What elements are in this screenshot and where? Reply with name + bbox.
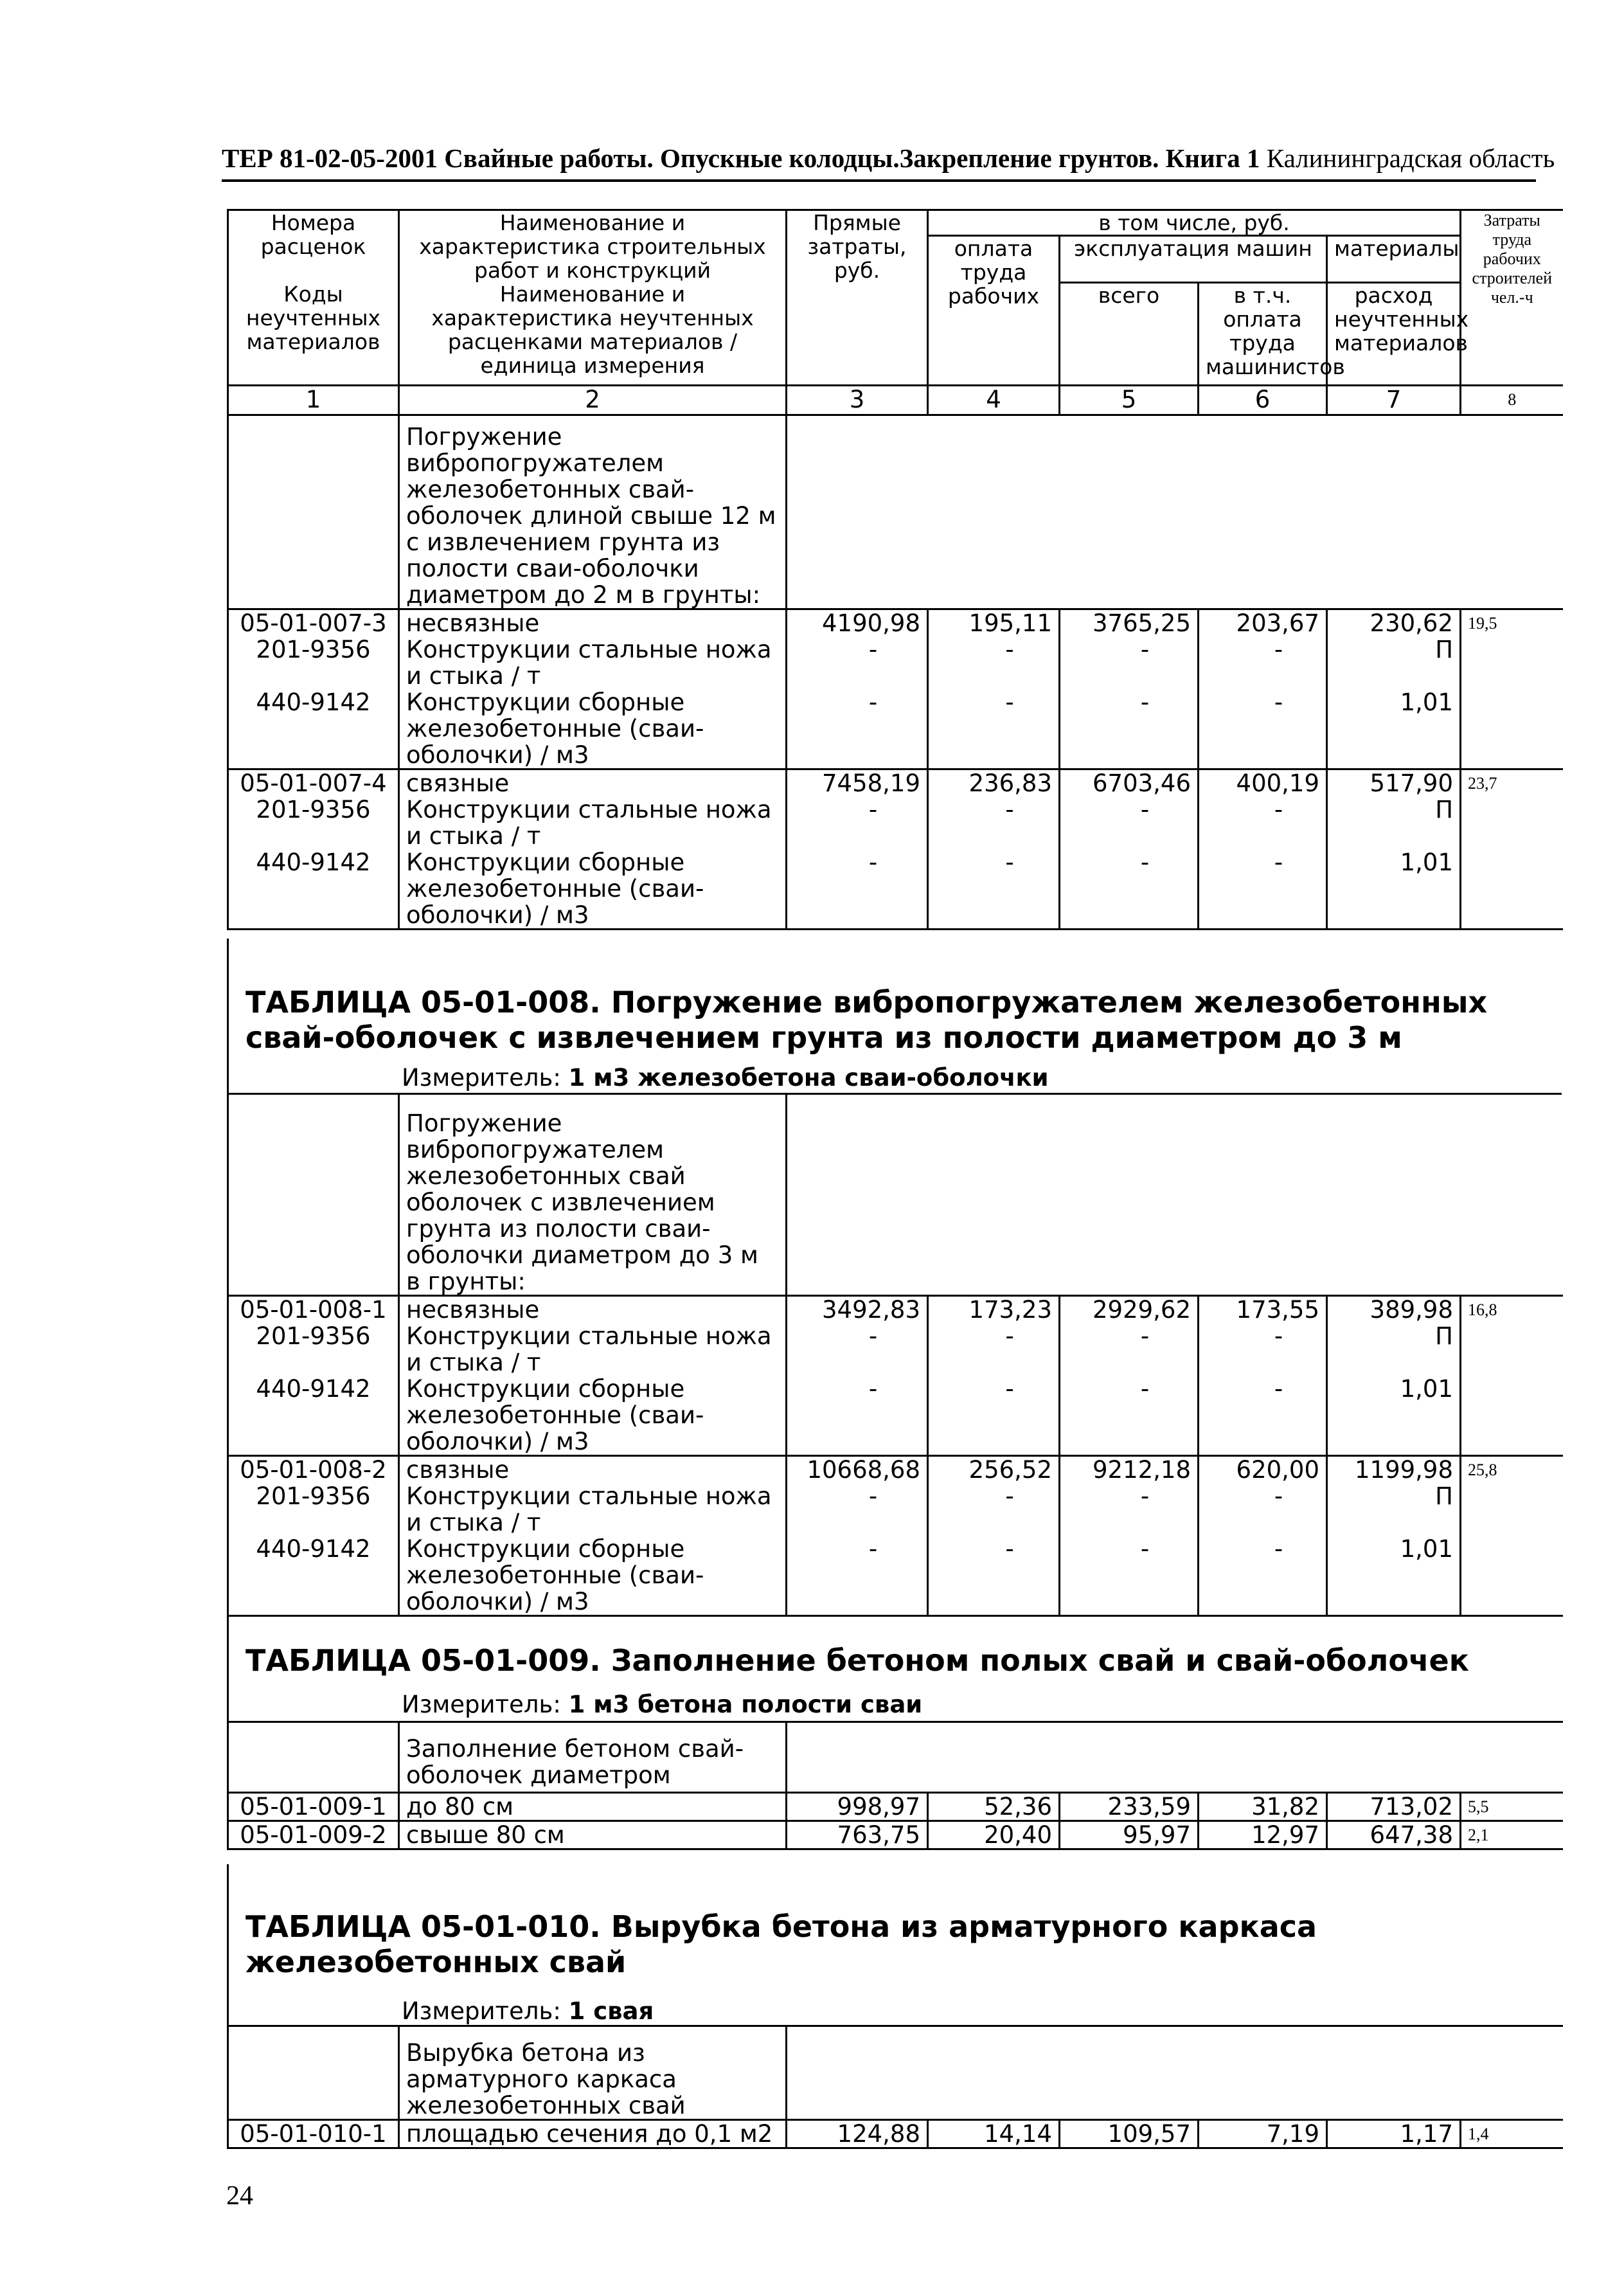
material-row	[228, 1536, 1563, 1616]
rates-table-010	[227, 2025, 1563, 2149]
machinists-pay: -	[1199, 1323, 1327, 1376]
labor-pay: -	[928, 849, 1060, 930]
meter-value: 1 м3 железобетона сваи-оболочки	[568, 1064, 1049, 1092]
rate-code: 05-01-007-3	[228, 609, 399, 636]
direct-costs: -	[787, 849, 928, 930]
labor-hours	[1461, 1376, 1563, 1456]
col2-header-top: Наименование и характеристика строительных работ и конструкций	[399, 210, 787, 283]
rate-code: 201-9356	[228, 1323, 399, 1376]
labor-hours: 2,1	[1461, 1821, 1563, 1849]
rate-code: 440-9142	[228, 689, 399, 769]
table-title-008: ТАБЛИЦА 05-01-008. Погружение вибропогружателем железобетонных свай-оболочек с извлечением грунта из полости диаметром до 3 м	[245, 985, 1488, 1055]
machinists-pay: -	[1199, 1536, 1327, 1616]
machines-header: эксплуатация машин	[1060, 236, 1327, 283]
col4-header: оплата труда рабочих	[928, 236, 1060, 386]
materials-cost: П	[1327, 1323, 1461, 1376]
direct-costs: -	[787, 636, 928, 689]
labor-hours: 25,8	[1461, 1456, 1563, 1484]
labor-pay: 256,52	[928, 1456, 1060, 1484]
section-intro: Погружение вибропогружателем железобетонных свай-оболочек длиной свыше 12 м с извлечением грунта из полости сваи-оболочки диаметром до 2 м в грунты:	[399, 415, 787, 609]
machinists-pay: 400,19	[1199, 769, 1327, 796]
machinists-pay: 7,19	[1199, 2120, 1327, 2148]
column-number: 8	[1461, 385, 1563, 415]
labor-pay: -	[928, 1376, 1060, 1456]
col2-header-bottom: Наименование и характеристика неучтенных расценками материалов / единица измерения	[399, 282, 787, 385]
rate-code: 05-01-008-1	[228, 1296, 399, 1324]
machines-total: -	[1060, 1323, 1199, 1376]
machinists-pay: -	[1199, 689, 1327, 769]
table-title-009: ТАБЛИЦА 05-01-009. Заполнение бетоном полых свай и свай-оболочек	[245, 1643, 1469, 1678]
material-row	[228, 636, 1563, 689]
rate-row	[228, 609, 1563, 636]
meter-label: Измеритель:	[402, 1997, 561, 2025]
rate-row	[228, 769, 1563, 796]
column-number: 4	[928, 385, 1060, 415]
meter-label: Измеритель:	[402, 1691, 561, 1718]
header-bold-text: ТЕР 81-02-05-2001 Свайные работы. Опускные колодцы.Закрепление грунтов. Книга 1	[222, 143, 1260, 173]
header-rule	[222, 179, 1536, 182]
running-header	[222, 143, 1555, 174]
machines-total: -	[1060, 796, 1199, 849]
rate-code: 05-01-010-1	[228, 2120, 399, 2148]
labor-hours	[1461, 1483, 1563, 1536]
labor-pay: -	[928, 1323, 1060, 1376]
direct-costs: -	[787, 1376, 928, 1456]
machines-total: -	[1060, 636, 1199, 689]
machinists-pay: -	[1199, 796, 1327, 849]
labor-pay: 173,23	[928, 1296, 1060, 1324]
machinists-pay: 203,67	[1199, 609, 1327, 636]
meter-008	[402, 1064, 1049, 1092]
labor-hours: 19,5	[1461, 609, 1563, 636]
incl-header: в том числе, руб.	[928, 210, 1461, 236]
machinists-pay: -	[1199, 849, 1327, 930]
labor-pay: 14,14	[928, 2120, 1060, 2148]
labor-pay: -	[928, 689, 1060, 769]
labor-pay: 195,11	[928, 609, 1060, 636]
work-name: свыше 80 см	[399, 1821, 787, 1849]
table-title-010: ТАБЛИЦА 05-01-010. Вырубка бетона из арматурного каркаса железобетонных свай	[245, 1909, 1317, 1979]
material-row	[228, 689, 1563, 769]
materials-cost: П	[1327, 636, 1461, 689]
machines-total: 2929,62	[1060, 1296, 1199, 1324]
direct-costs: 3492,83	[787, 1296, 928, 1324]
material-row	[228, 1376, 1563, 1456]
direct-costs: -	[787, 1483, 928, 1536]
section-intro-row	[228, 1094, 1563, 1296]
section-intro: Заполнение бетоном свай-оболочек диаметром	[399, 1722, 787, 1793]
rate-row	[228, 1296, 1563, 1324]
machinists-pay: 31,82	[1199, 1793, 1327, 1821]
machinists-pay: 173,55	[1199, 1296, 1327, 1324]
col1-header-bottom: Коды неучтенных материалов	[228, 282, 399, 385]
materials-cost: П	[1327, 796, 1461, 849]
machinists-pay: 12,97	[1199, 1821, 1327, 1849]
labor-hours	[1461, 849, 1563, 930]
work-name: связные	[399, 1456, 787, 1484]
materials-cost: 517,90	[1327, 769, 1461, 796]
labor-hours	[1461, 1323, 1563, 1376]
meter-value: 1 свая	[568, 1997, 654, 2025]
labor-hours: 16,8	[1461, 1296, 1563, 1324]
rate-row	[228, 1456, 1563, 1484]
machines-total: 233,59	[1060, 1793, 1199, 1821]
labor-hours: 1,4	[1461, 2120, 1563, 2148]
machines-total: -	[1060, 689, 1199, 769]
labor-hours	[1461, 1536, 1563, 1616]
rate-code: 440-9142	[228, 1376, 399, 1456]
rate-code: 440-9142	[228, 1536, 399, 1616]
direct-costs: -	[787, 1323, 928, 1376]
labor-hours: 23,7	[1461, 769, 1563, 796]
work-name: несвязные	[399, 1296, 787, 1324]
labor-hours	[1461, 636, 1563, 689]
work-name: Конструкции сборные железобетонные (сваи-оболочки) / м3	[399, 849, 787, 930]
work-name: Конструкции стальные ножа и стыка / т	[399, 636, 787, 689]
materials-cost: 1,17	[1327, 2120, 1461, 2148]
material-row	[228, 1483, 1563, 1536]
rate-code: 05-01-007-4	[228, 769, 399, 796]
labor-pay: -	[928, 636, 1060, 689]
column-number: 3	[787, 385, 928, 415]
materials-header: материалы	[1327, 236, 1461, 283]
labor-pay: -	[928, 796, 1060, 849]
work-name: Конструкции стальные ножа и стыка / т	[399, 1483, 787, 1536]
section-intro-row	[228, 2026, 1563, 2120]
material-row	[228, 849, 1563, 930]
section-intro: Вырубка бетона из арматурного каркаса железобетонных свай	[399, 2026, 787, 2120]
labor-pay: -	[928, 1483, 1060, 1536]
rate-row	[228, 1793, 1563, 1821]
labor-pay: 20,40	[928, 1821, 1060, 1849]
rate-code: 05-01-009-2	[228, 1821, 399, 1849]
materials-cost: 1,01	[1327, 1376, 1461, 1456]
column-number: 7	[1327, 385, 1461, 415]
machinists-pay: -	[1199, 1483, 1327, 1536]
col6-header: в т.ч. оплата труда машинистов	[1199, 282, 1327, 385]
materials-cost: 647,38	[1327, 1821, 1461, 1849]
machines-total: -	[1060, 1483, 1199, 1536]
col8-header: Затраты труда рабочих строителей чел.-ч	[1461, 210, 1563, 386]
direct-costs: -	[787, 689, 928, 769]
header-region-text: Калининградская область	[1260, 143, 1555, 173]
rate-code: 201-9356	[228, 636, 399, 689]
materials-cost: П	[1327, 1483, 1461, 1536]
work-name: связные	[399, 769, 787, 796]
direct-costs: 124,88	[787, 2120, 928, 2148]
direct-costs: 998,97	[787, 1793, 928, 1821]
column-number: 2	[399, 385, 787, 415]
work-name: до 80 см	[399, 1793, 787, 1821]
labor-pay: 52,36	[928, 1793, 1060, 1821]
work-name: несвязные	[399, 609, 787, 636]
work-name: площадью сечения до 0,1 м2	[399, 2120, 787, 2148]
section-intro-row	[228, 415, 1563, 609]
machines-total: 109,57	[1060, 2120, 1199, 2148]
direct-costs: -	[787, 1536, 928, 1616]
materials-cost: 713,02	[1327, 1793, 1461, 1821]
col5-header: всего	[1060, 282, 1199, 385]
meter-010	[402, 1997, 654, 2025]
labor-hours	[1461, 689, 1563, 769]
machines-total: -	[1060, 1376, 1199, 1456]
section-intro: Погружение вибропогружателем железобетонных свай оболочек с извлечением грунта из полости сваи-оболочки диаметром до 3 м в грунты:	[399, 1094, 787, 1296]
direct-costs: 763,75	[787, 1821, 928, 1849]
rate-code: 440-9142	[228, 849, 399, 930]
rate-code: 05-01-008-2	[228, 1456, 399, 1484]
work-name: Конструкции стальные ножа и стыка / т	[399, 1323, 787, 1376]
col3-header: Прямые затраты, руб.	[787, 210, 928, 386]
rate-row	[228, 2120, 1563, 2148]
rate-row	[228, 1821, 1563, 1849]
column-number: 1	[228, 385, 399, 415]
left-frame-line	[227, 939, 229, 1096]
meter-label: Измеритель:	[402, 1064, 561, 1092]
material-row	[228, 796, 1563, 849]
column-numbers-row	[228, 385, 1563, 415]
section-intro-row	[228, 1722, 1563, 1793]
direct-costs: 7458,19	[787, 769, 928, 796]
rates-table-008	[227, 1093, 1563, 1617]
direct-costs: 4190,98	[787, 609, 928, 636]
machines-total: 3765,25	[1060, 609, 1199, 636]
materials-cost: 1,01	[1327, 689, 1461, 769]
machines-total: -	[1060, 1536, 1199, 1616]
labor-hours	[1461, 796, 1563, 849]
page-number: 24	[226, 2181, 253, 2211]
machines-total: -	[1060, 849, 1199, 930]
col7-header: расход неучтенных материалов	[1327, 282, 1461, 385]
materials-cost: 389,98	[1327, 1296, 1461, 1324]
meter-009	[402, 1691, 922, 1718]
work-name: Конструкции сборные железобетонные (сваи-оболочки) / м3	[399, 689, 787, 769]
rate-code: 05-01-009-1	[228, 1793, 399, 1821]
materials-cost: 1199,98	[1327, 1456, 1461, 1484]
rate-code: 201-9356	[228, 1483, 399, 1536]
labor-hours: 5,5	[1461, 1793, 1563, 1821]
rate-code: 201-9356	[228, 796, 399, 849]
left-frame-line	[227, 1864, 229, 2027]
work-name: Конструкции стальные ножа и стыка / т	[399, 796, 787, 849]
work-name: Конструкции сборные железобетонные (сваи-оболочки) / м3	[399, 1536, 787, 1616]
labor-pay: 236,83	[928, 769, 1060, 796]
labor-pay: -	[928, 1536, 1060, 1616]
direct-costs: -	[787, 796, 928, 849]
material-row	[228, 1323, 1563, 1376]
materials-cost: 230,62	[1327, 609, 1461, 636]
column-number: 5	[1060, 385, 1199, 415]
machinists-pay: 620,00	[1199, 1456, 1327, 1484]
materials-cost: 1,01	[1327, 849, 1461, 930]
work-name: Конструкции сборные железобетонные (сваи-оболочки) / м3	[399, 1376, 787, 1456]
machinists-pay: -	[1199, 1376, 1327, 1456]
materials-cost: 1,01	[1327, 1536, 1461, 1616]
machines-total: 95,97	[1060, 1821, 1199, 1849]
rates-table-009	[227, 1721, 1563, 1850]
direct-costs: 10668,68	[787, 1456, 928, 1484]
col1-header-top: Номера расценок	[228, 210, 399, 283]
meter-value: 1 м3 бетона полости сваи	[568, 1691, 923, 1718]
left-frame-line	[227, 1588, 229, 1723]
rates-table-007	[227, 209, 1563, 930]
machinists-pay: -	[1199, 636, 1327, 689]
machines-total: 9212,18	[1060, 1456, 1199, 1484]
machines-total: 6703,46	[1060, 769, 1199, 796]
column-number: 6	[1199, 385, 1327, 415]
